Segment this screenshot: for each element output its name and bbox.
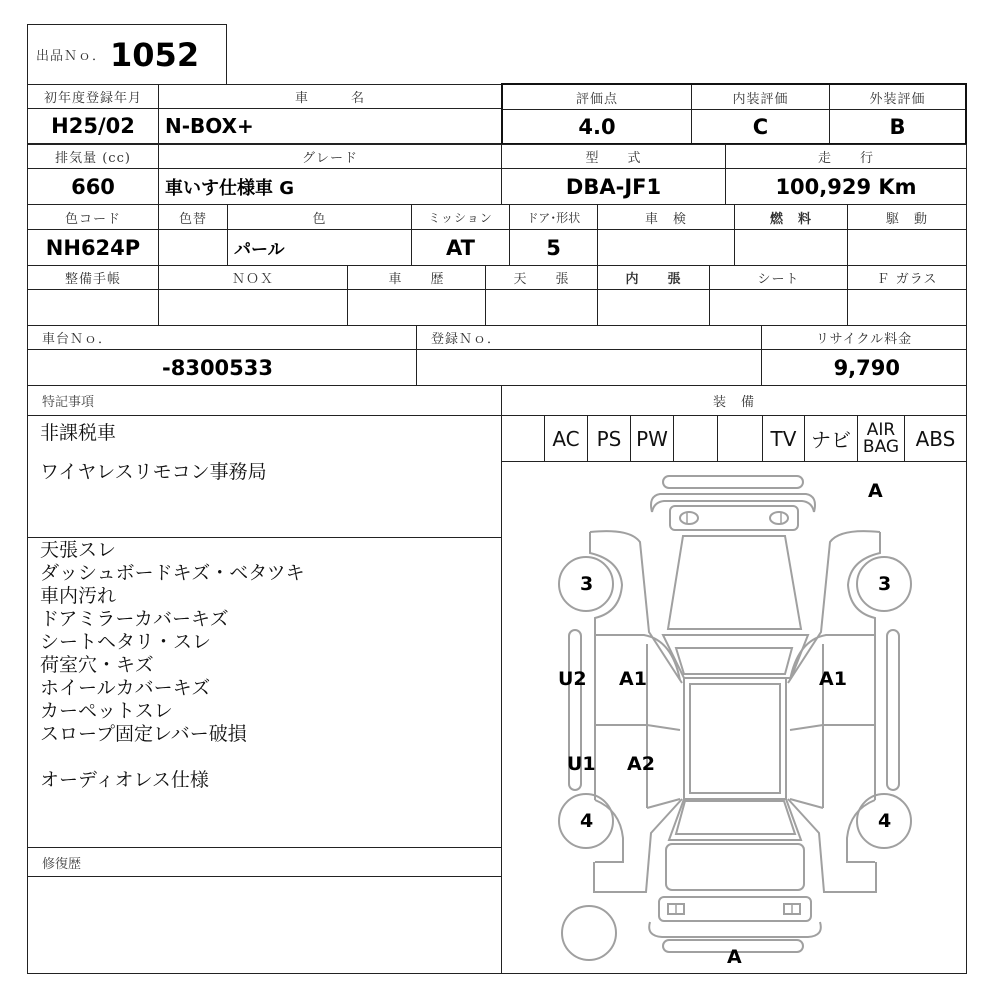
recycle-label: リサイクル料金 [761, 325, 967, 350]
interior-rating-label: 内装評価 [691, 85, 830, 110]
note-line: 車内汚れ [40, 585, 117, 607]
color-code-label: 色コード [27, 204, 159, 230]
history-value [347, 289, 486, 326]
score-value: 4.0 [503, 109, 692, 143]
equipment-ac: AC [544, 415, 588, 462]
reg-no-label: 登録Ｎｏ． [416, 325, 762, 350]
nox-value [158, 289, 348, 326]
color-change-label: 色替 [158, 204, 228, 230]
note-line: オーディオレス仕様 [40, 769, 209, 791]
car-outline-diagram [501, 461, 967, 974]
note-line [40, 746, 490, 769]
note-line: 非課税車 [40, 422, 117, 444]
note-line: ホイールカバーキズ [40, 677, 211, 699]
model-value: DBA-JF1 [501, 168, 726, 205]
inspection-label: 車 検 [597, 204, 735, 230]
color-change-value [158, 229, 228, 266]
equipment-slot-empty [501, 415, 545, 462]
tire-rear-right: 4 [878, 810, 892, 832]
lot-number-box [27, 24, 227, 85]
note-line: カーペットスレ [40, 700, 173, 722]
history-label: 車 歴 [347, 265, 486, 290]
grade-value: 車いす仕様車 G [158, 168, 502, 205]
seat-value [709, 289, 848, 326]
note-line: ワイヤレスリモコン事務局 [40, 461, 267, 483]
inspection-value [597, 229, 735, 266]
rear-bumper-grade: A [727, 946, 742, 968]
equipment-ps: PS [587, 415, 631, 462]
interior-rating-value: C [691, 109, 830, 143]
special-notes-top [27, 415, 503, 538]
mileage-label: 走 行 [725, 144, 967, 169]
fuel-value [734, 229, 848, 266]
note-line: ドアミラーカバーキズ [40, 608, 229, 630]
left-side-u2: U2 [558, 668, 587, 690]
note-line: スロープ固定レバー破損 [40, 723, 247, 745]
mission-label: ミッション [411, 204, 510, 230]
car-name-value: N-BOX+ [158, 108, 502, 144]
drive-label: 駆 動 [847, 204, 967, 230]
interior-trim-label: 内 張 [597, 265, 710, 290]
note-line: 天張スレ [40, 539, 117, 561]
left-rear-door-a2: A2 [627, 753, 655, 775]
score-label: 評価点 [503, 85, 692, 110]
lot-number: 1052 [110, 35, 200, 74]
special-notes-list [27, 537, 503, 848]
mission-value: AT [411, 229, 510, 266]
lot-number-label: 出品Ｎｏ． [36, 49, 107, 64]
ceiling-value [485, 289, 598, 326]
fuel-label: 燃 料 [734, 204, 848, 230]
first-reg-label: 初年度登録年月 [27, 84, 159, 109]
seat-label: シート [709, 265, 848, 290]
first-reg-value: H25/02 [27, 108, 159, 144]
front-bumper-grade: A [868, 480, 883, 502]
exterior-rating-label: 外装評価 [829, 85, 965, 110]
displacement-label: 排気量 (cc) [27, 144, 159, 169]
door-value: 5 [509, 229, 598, 266]
recycle-value: 9,790 [761, 349, 967, 386]
left-front-door-a1: A1 [619, 668, 647, 690]
equipment-abs: ABS [904, 415, 967, 462]
special-notes-label: 特記事項 [27, 385, 503, 416]
equipment-airbag: AIR BAG [857, 415, 905, 462]
model-label: 型 式 [501, 144, 726, 169]
reg-no-value [416, 349, 762, 386]
damage-diagram [501, 461, 967, 974]
chassis-value: -8300533 [27, 349, 417, 386]
drive-value [847, 229, 967, 266]
displacement-value: 660 [27, 168, 159, 205]
ceiling-label: 天 張 [485, 265, 598, 290]
mileage-value: 100,929 Km [725, 168, 967, 205]
equipment-label: 装 備 [501, 385, 967, 416]
note-line: 荷室穴・キズ [40, 654, 154, 676]
equipment-slot-empty [717, 415, 763, 462]
nox-label: ＮＯＸ [158, 265, 348, 290]
grade-label: グレード [158, 144, 502, 169]
equipment-pw: PW [630, 415, 674, 462]
maintenance-value [27, 289, 159, 326]
equipment-navi: ナビ [804, 415, 858, 462]
color-label: 色 [227, 204, 412, 230]
right-front-door-a1: A1 [819, 668, 847, 690]
color-code-value: NH624P [27, 229, 159, 266]
color-value: パール [227, 229, 412, 266]
fglass-label: Ｆ ガラス [847, 265, 967, 290]
door-label: ドア･形状 [509, 204, 598, 230]
tire-front-left: 3 [580, 573, 594, 595]
fglass-value [847, 289, 967, 326]
tire-rear-left: 4 [580, 810, 594, 832]
repair-history-label: 修復歴 [27, 847, 503, 877]
equipment-slot-empty [673, 415, 718, 462]
note-line: ダッシュボードキズ・ベタツキ [40, 562, 305, 584]
car-name-label: 車 名 [158, 84, 502, 109]
maintenance-label: 整備手帳 [27, 265, 159, 290]
interior-trim-value [597, 289, 710, 326]
left-side-u1: U1 [567, 753, 596, 775]
repair-history-value [27, 876, 503, 974]
equipment-tv: TV [762, 415, 805, 462]
note-line: シートヘタリ・スレ [40, 631, 212, 653]
chassis-label: 車台Ｎｏ． [27, 325, 417, 350]
exterior-rating-value: B [829, 109, 965, 143]
tire-front-right: 3 [878, 573, 892, 595]
